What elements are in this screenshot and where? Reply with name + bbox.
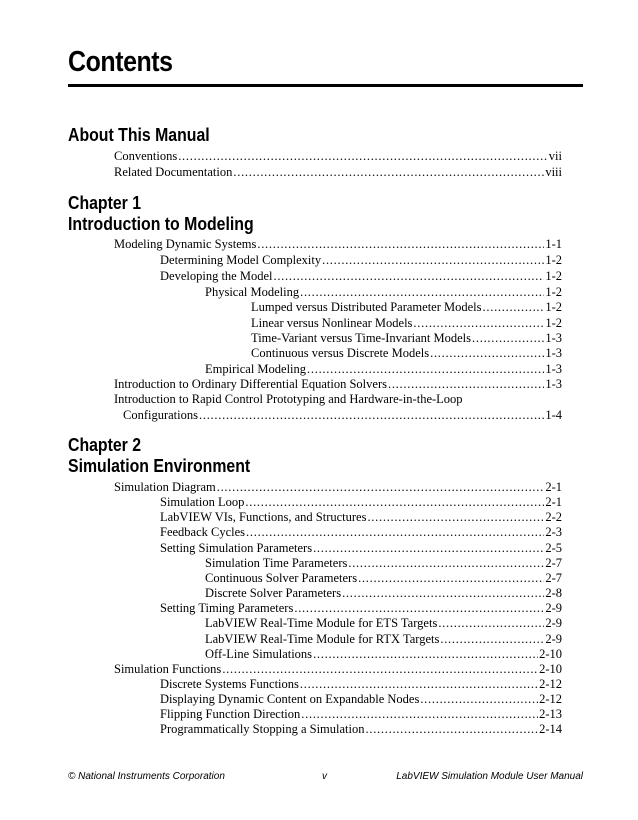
toc-entry[interactable] xyxy=(160,252,562,268)
footer-copyright: © National Instruments Corporation xyxy=(68,771,225,782)
toc-entry[interactable] xyxy=(205,284,562,300)
toc-entry[interactable] xyxy=(114,376,562,392)
toc-entry-text: Simulation Diagram xyxy=(114,480,216,494)
toc-entry-page: viii xyxy=(545,165,562,179)
dot-leader xyxy=(322,252,544,268)
toc-entry[interactable] xyxy=(114,479,562,495)
footer-page-number: v xyxy=(322,771,327,782)
toc-entry-related-documentation[interactable] xyxy=(114,164,562,180)
toc-entry-page: 1-2 xyxy=(545,300,562,314)
toc-entry-page: 2-7 xyxy=(545,571,562,585)
toc-entry-conventions[interactable] xyxy=(114,148,562,164)
dot-leader xyxy=(438,615,544,631)
toc-entry-page: 2-14 xyxy=(539,722,562,736)
toc-entry-text: Lumped versus Distributed Parameter Models xyxy=(251,300,482,314)
toc-entry-text: Time-Variant versus Time-Invariant Models xyxy=(251,331,472,345)
toc-entry-page: 1-1 xyxy=(545,237,562,251)
toc-entry-page: 2-1 xyxy=(545,480,562,494)
dot-leader xyxy=(178,148,548,164)
toc-entry-text: Simulation Loop xyxy=(160,495,245,509)
dot-leader xyxy=(440,631,544,647)
chapter-2-title: Simulation Environment xyxy=(68,456,251,476)
toc-entry[interactable] xyxy=(205,646,562,662)
toc-entry-text: LabVIEW VIs, Functions, and Structures xyxy=(160,510,367,524)
dot-leader xyxy=(273,268,544,284)
dot-leader xyxy=(233,164,544,180)
dot-leader xyxy=(366,721,539,737)
toc-entry-page: 2-12 xyxy=(539,677,562,691)
toc-entry-text: Continuous versus Discrete Models xyxy=(251,346,430,360)
toc-entry-page: 2-5 xyxy=(545,541,562,555)
toc-entry-page: 1-2 xyxy=(545,316,562,330)
dot-leader xyxy=(313,540,544,556)
dot-leader xyxy=(413,315,544,331)
toc-entry[interactable] xyxy=(160,524,562,540)
dot-leader xyxy=(420,691,538,707)
dot-leader xyxy=(294,600,544,616)
toc-entry-text: Programmatically Stopping a Simulation xyxy=(160,722,365,736)
toc-entry[interactable] xyxy=(251,330,562,346)
toc-entry[interactable] xyxy=(205,631,562,647)
toc-entry-text: Related Documentation xyxy=(114,165,233,179)
chapter-1-title: Introduction to Modeling xyxy=(68,214,254,234)
toc-entry[interactable] xyxy=(160,721,562,737)
footer-manual-title: LabVIEW Simulation Module User Manual xyxy=(396,771,583,782)
dot-leader xyxy=(430,345,544,361)
dot-leader xyxy=(300,676,538,692)
toc-entry-text: Setting Timing Parameters xyxy=(160,601,294,615)
dot-leader xyxy=(388,376,544,392)
toc-entry-text: Off-Line Simulations xyxy=(205,647,313,661)
toc-entry[interactable] xyxy=(160,691,562,707)
toc-entry-page: 2-3 xyxy=(545,525,562,539)
toc-entry-text: LabVIEW Real-Time Module for ETS Targets xyxy=(205,616,438,630)
dot-leader xyxy=(367,509,544,525)
dot-leader xyxy=(342,585,544,601)
toc-entry[interactable] xyxy=(160,509,562,525)
dot-leader xyxy=(348,555,544,571)
toc-entry-page: 2-10 xyxy=(539,647,562,661)
toc-entry-page: 1-3 xyxy=(545,331,562,345)
dot-leader xyxy=(301,706,538,722)
toc-entry[interactable] xyxy=(160,676,562,692)
toc-entry[interactable] xyxy=(160,540,562,556)
toc-entry-text: Developing the Model xyxy=(160,269,273,283)
toc-entry-text: Setting Simulation Parameters xyxy=(160,541,313,555)
toc-entry-page: 1-2 xyxy=(545,253,562,267)
toc-entry-page: 1-2 xyxy=(545,269,562,283)
toc-entry-text[interactable]: Introduction to Rapid Control Prototyping and Hardware-in-the-Loop xyxy=(114,392,463,406)
toc-entry[interactable] xyxy=(160,268,562,284)
toc-entry-page: 2-1 xyxy=(545,495,562,509)
toc-entry-page: 2-10 xyxy=(539,662,562,676)
toc-entry-page: 2-2 xyxy=(545,510,562,524)
toc-entry-page: vii xyxy=(548,149,562,163)
toc-entry-text: Flipping Function Direction xyxy=(160,707,301,721)
toc-entry-page: 2-7 xyxy=(545,556,562,570)
toc-entry-page: 1-3 xyxy=(545,346,562,360)
toc-entry[interactable] xyxy=(160,706,562,722)
toc-entry[interactable] xyxy=(205,361,562,377)
dot-leader xyxy=(472,330,544,346)
toc-entry[interactable] xyxy=(205,615,562,631)
toc-entry-text: Continuous Solver Parameters xyxy=(205,571,358,585)
dot-leader xyxy=(217,479,545,495)
toc-entry-text: Determining Model Complexity xyxy=(160,253,322,267)
toc-entry-text: Physical Modeling xyxy=(205,285,300,299)
toc-entry-page: 1-2 xyxy=(545,285,562,299)
dot-leader xyxy=(199,407,544,423)
toc-entry-text: Conventions xyxy=(114,149,178,163)
toc-entry[interactable] xyxy=(251,345,562,361)
toc-entry-page: 2-9 xyxy=(545,601,562,615)
toc-entry-page: 1-3 xyxy=(545,362,562,376)
dot-leader xyxy=(257,236,544,252)
title-rule xyxy=(68,84,583,87)
dot-leader xyxy=(300,284,544,300)
toc-entry-page: 2-8 xyxy=(545,586,562,600)
toc-entry-text: Configurations xyxy=(123,408,198,422)
dot-leader xyxy=(307,361,544,377)
toc-entry[interactable] xyxy=(205,555,562,571)
toc-entry-page: 1-4 xyxy=(545,408,562,422)
section-heading-about: About This Manual xyxy=(68,125,210,145)
toc-entry[interactable] xyxy=(251,315,562,331)
toc-entry[interactable] xyxy=(160,600,562,616)
toc-entry-page: 2-13 xyxy=(539,707,562,721)
toc-entry-page: 2-9 xyxy=(545,632,562,646)
toc-entry[interactable] xyxy=(205,585,562,601)
dot-leader xyxy=(245,494,544,510)
dot-leader xyxy=(313,646,538,662)
toc-entry-text: Simulation Functions xyxy=(114,662,222,676)
toc-entry-text: Displaying Dynamic Content on Expandable Nodes xyxy=(160,692,420,706)
toc-entry-text: Discrete Systems Functions xyxy=(160,677,299,691)
toc-entry[interactable] xyxy=(114,661,562,677)
toc-entry-text: Simulation Time Parameters xyxy=(205,556,348,570)
toc-entry-text: Discrete Solver Parameters xyxy=(205,586,342,600)
dot-leader xyxy=(483,299,545,315)
toc-entry-page: 1-3 xyxy=(545,377,562,391)
toc-entry[interactable] xyxy=(114,236,562,252)
toc-entry-text: LabVIEW Real-Time Module for RTX Targets xyxy=(205,632,440,646)
toc-entry-text: Feedback Cycles xyxy=(160,525,246,539)
toc-entry-page: 2-12 xyxy=(539,692,562,706)
toc-entry-text: Modeling Dynamic Systems xyxy=(114,237,257,251)
toc-entry-text: Introduction to Ordinary Differential Equation Solvers xyxy=(114,377,387,391)
toc-entry-page: 2-9 xyxy=(545,616,562,630)
toc-entry[interactable] xyxy=(160,494,562,510)
toc-entry-text: Empirical Modeling xyxy=(205,362,307,376)
chapter-2-label: Chapter 2 xyxy=(68,435,142,455)
dot-leader xyxy=(358,570,544,586)
dot-leader xyxy=(222,661,538,677)
toc-entry[interactable] xyxy=(123,407,562,423)
toc-entry[interactable] xyxy=(251,299,562,315)
toc-entry-text: Linear versus Nonlinear Models xyxy=(251,316,413,330)
page-title: Contents xyxy=(68,46,173,78)
dot-leader xyxy=(246,524,544,540)
toc-entry[interactable] xyxy=(205,570,562,586)
chapter-1-label: Chapter 1 xyxy=(68,193,142,213)
